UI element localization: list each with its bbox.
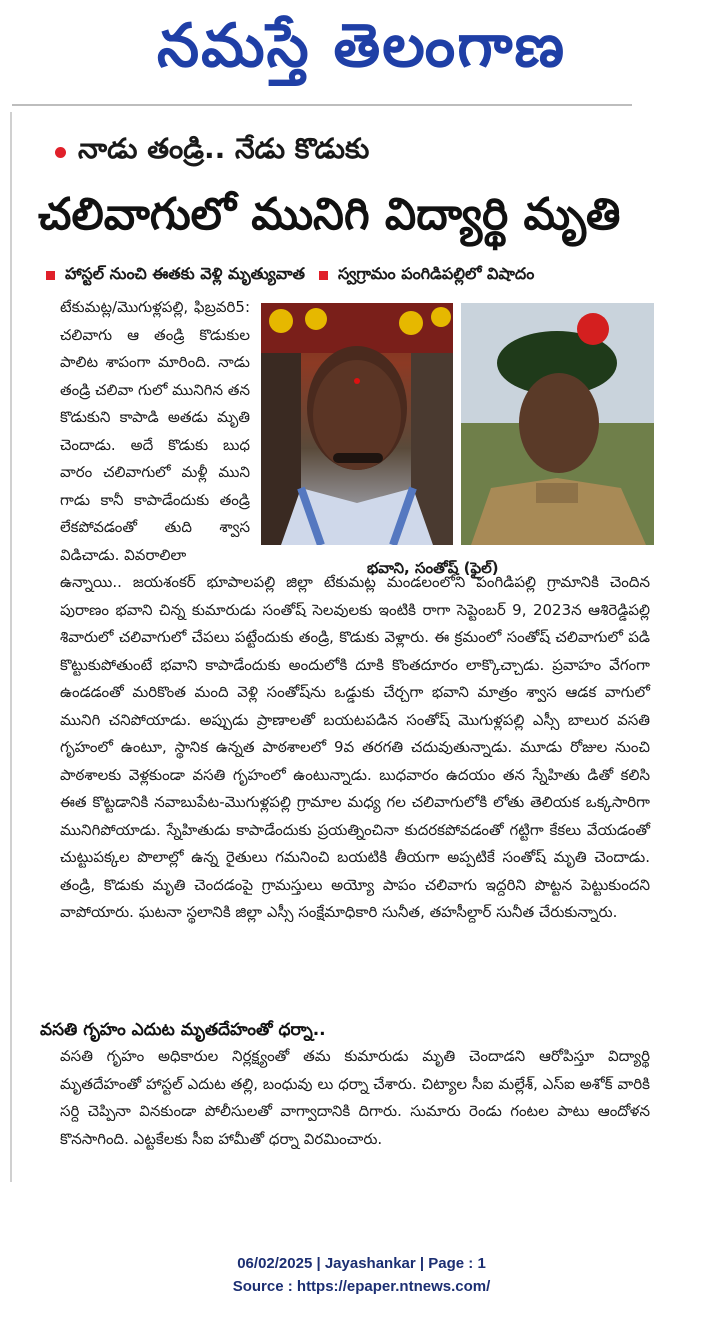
article-subheads	[40, 260, 710, 290]
footer-source-line: Source : https://epaper.ntnews.com/	[232, 1278, 491, 1295]
photo-son-santosh	[461, 303, 654, 545]
article-headline: చలివాగులో మునిగి విద్యార్థి మృతి	[38, 189, 621, 240]
masthead-divider	[12, 104, 632, 106]
red-square-bullet-icon	[319, 271, 328, 280]
photo-caption: భవాని, సంతోష్ (ఫైల్)	[367, 559, 499, 577]
page-footer	[0, 1252, 723, 1298]
article-kicker	[55, 132, 369, 172]
photo-father-bhavani	[261, 303, 453, 545]
column-divider	[10, 112, 12, 1182]
subhead-2: స్వగ్రామం పంగిడిపల్లిలో విషాదం	[338, 263, 535, 283]
newspaper-logo: నమస్తే తెలంగాణ	[156, 11, 567, 81]
article-body-paragraph: ఉన్నాయి.. జయశంకర్ భూపాలపల్లి జిల్లా టేకుమట్ల మండలంలోని పంగిడిపల్లి గ్రామానికి చెందిన పురాణం భవాని చిన్న కుమారుడు సంతోష్ సెలవులకు ఇంటికి రాగా సెప్టెంబర్ 9, 2023న ఆశిరెడ్డిపల్లి శివారులో చలివాగులో చేపలు పట్టేందుకు తండ్రి, కొడుకు వెళ్లారు. ఈ క్రమంలో సంతోష్ చలివాగులో పడి కొట్టుకుపోతుంటే భవాని కాపాడేందుకు అందులోకి దూకి కొంతదూరం లాక్కొచ్చాడు. ప్రవాహం వేగంగా ఉండడంతో మరికొంత మంది వెళ్లి సంతోష్‌ను ఒడ్డుకు చేర్చగా భవాని మాత్రం శ్వాస ఆడక వాగులో మునిగి చనిపోయాడు. అప్పుడు ప్రాణాలతో బయటపడిన సంతోష్ మొగుళ్లపల్లి ఎస్సీ బాలుర వసతి గృహంలో ఉంటూ, స్థానిక ఉన్నత పాఠశాలలో 9వ తరగతి చదువుతున్నాడు. మూడు రోజుల నుంచి పాఠశాలకు వెళ్లకుండా వసతి గృహంలో ఉంటున్నాడు. బుధవారం ఉదయం తన స్నేహితు డితో కలిసి ఈత కొట్టడానికి నవాబుపేట-మొగుళ్లపల్లి గ్రామాల మధ్య గల చలివాగులోకి లోతు తెలియక ఒక్కసారిగా మునిగిపోయాడు. స్నేహితుడు కాపాడేందుకు ప్రయత్నించినా కుదరకపోవడంతో గట్టిగా కేకలు వేయడంతో చుట్టుపక్కల పొలాల్లో ఉన్న రైతులు గమనించి బయటికి తీయగా అప్పటికే సంతోష్ మృతి చెందాడు. తండ్రి, కొడుకు మృతి చెందడంపై గ్రామస్తులు అయ్యో పాపం చలివాగు ఇద్దరిని పొట్టన పెట్టుకుందని వాపోయారు. ఘటనా స్థలానికి జిల్లా ఎస్సీ సంక్షేమాధికారి సునీత, తహసీల్దార్ సునీత చేరుకున్నారు.	[60, 573, 650, 921]
son-portrait-icon	[461, 303, 654, 545]
father-portrait-icon	[261, 303, 453, 545]
section-subheading: వసతి గృహం ఎదుట మృతదేహంతో ధర్నా..	[40, 1020, 326, 1040]
article-lead-paragraph: టేకుమట్ల/మొగుళ్లపల్లి, ఫిబ్రవరి5: చలివాగు ఆ తండ్రి కొడుకుల పాలిట శాపంగా మారింది. నాడు తండ్రి చలివా గులో మునిగిన తన కొడుకుని కాపాడి అతడు మృతి చెందాడు. అదే కొడుకు బుధ వారం చలివాగులో మళ్లీ ముని గాడు కానీ కాపాడేందుకు తండ్రి లేకపోవడంతో తుది శ్వాస విడిచాడు. వివరాలిలా	[60, 298, 250, 564]
masthead	[0, 0, 723, 104]
dharna-paragraph: వసతి గృహం అధికారుల నిర్లక్ష్యంతో తమ కుమారుడు మృతి చెందాడని ఆరోపిస్తూ విద్యార్థి మృతదేహంతో హాస్టల్ ఎదుట తల్లి, బంధువు లు ధర్నా చేశారు. చిట్యాల సీఐ మల్లేశ్, ఎస్ఐ అశోక్ వారికి సర్ది చెప్పినా వినకుండా పోలీసులతో వాగ్వాదానికి దిగారు. సుమారు రెండు గంటల పాటు ఆందోళన కొనసాగింది. ఎట్టకేలకు సీఐ హామీతో ధర్నా విరమించారు.	[60, 1047, 650, 1148]
kicker-text: నాడు తండ్రి.. నేడు కొడుకు	[78, 132, 370, 165]
footer-edition-line: 06/02/2025 | Jayashankar | Page : 1	[237, 1255, 486, 1272]
subhead-1: హాస్టల్ నుంచి ఈతకు వెళ్లి మృత్యువాత	[65, 263, 305, 283]
red-square-bullet-icon	[46, 271, 55, 280]
red-dot-bullet-icon	[55, 147, 66, 158]
